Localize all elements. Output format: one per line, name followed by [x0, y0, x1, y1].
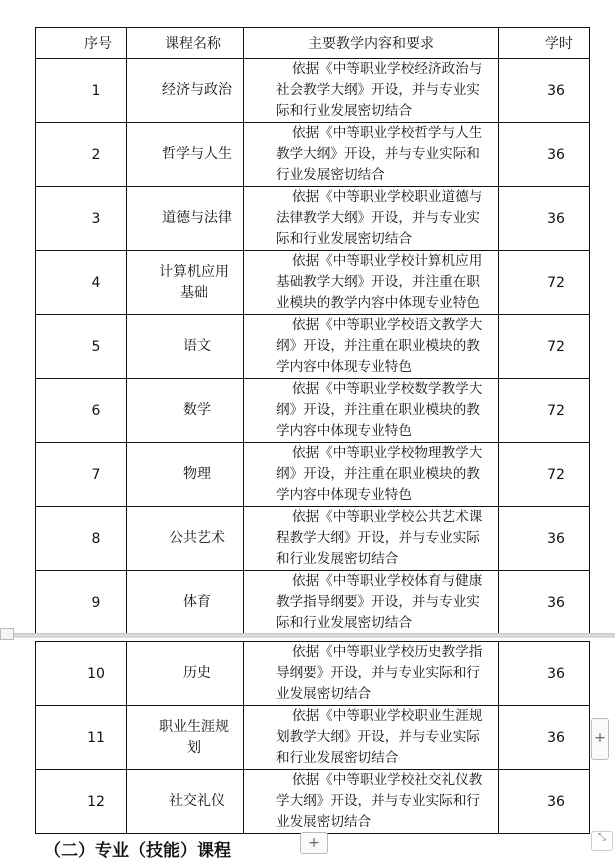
course-name: 公共艺术 [127, 507, 244, 571]
table-row [36, 571, 590, 635]
table-row [36, 642, 590, 706]
course-description [244, 123, 499, 187]
course-hours: 36 [499, 187, 590, 251]
description-line: 业发展密切结合 [276, 814, 372, 830]
course-description [244, 379, 499, 443]
course-name: 语文 [127, 315, 244, 379]
row-number: 3 [36, 187, 127, 251]
table-row [36, 379, 590, 443]
description-line: 际和行业发展密切结合 [276, 231, 412, 247]
row-number: 7 [36, 443, 127, 507]
course-hours: 72 [499, 379, 590, 443]
table-row [36, 123, 590, 187]
course-description [244, 571, 499, 635]
table-row [36, 315, 590, 379]
description-line: 依据《中等职业学校体育与健康 [292, 573, 483, 589]
row-number: 5 [36, 315, 127, 379]
course-name: 道德与法律 [127, 187, 244, 251]
row-number: 8 [36, 507, 127, 571]
table-row [36, 443, 590, 507]
description-line: 纲》开设，并注重在职业模块的教 [276, 466, 480, 482]
row-number: 1 [36, 59, 127, 123]
row-number: 2 [36, 123, 127, 187]
course-name: 社交礼仪 [127, 770, 244, 834]
description-line: 际和行业发展密切结合 [276, 615, 412, 631]
description-line: 和行业发展密切结合 [276, 551, 399, 567]
header-hours: 学时 [499, 28, 590, 59]
course-name: 体育 [127, 571, 244, 635]
course-hours: 36 [499, 59, 590, 123]
description-line: 依据《中等职业学校社交礼仪教 [292, 772, 483, 788]
course-name: 数学 [127, 379, 244, 443]
description-line: 导纲要》开设，并与专业实际和行 [276, 665, 480, 681]
course-table-page1 [35, 27, 590, 635]
description-line: 教学大纲》开设，并与专业实际和 [276, 146, 480, 162]
course-name: 计算机应用基础 [127, 251, 244, 315]
header-no: 序号 [36, 28, 127, 59]
course-description [244, 443, 499, 507]
course-description [244, 770, 499, 834]
course-description [244, 315, 499, 379]
course-hours: 72 [499, 443, 590, 507]
description-line: 社会教学大纲》开设，并与专业实 [276, 82, 480, 98]
table-row [36, 59, 590, 123]
description-line: 依据《中等职业学校职业生涯规 [292, 708, 483, 724]
course-name: 经济与政治 [127, 59, 244, 123]
table-header-row [36, 28, 590, 59]
table-row [36, 187, 590, 251]
add-row-button[interactable]: + [300, 832, 328, 854]
description-line: 学内容中体现专业特色 [276, 487, 412, 503]
course-hours: 36 [499, 123, 590, 187]
description-line: 依据《中等职业学校历史教学指 [292, 644, 483, 660]
description-line: 业模块的教学内容中体现专业特色 [276, 295, 480, 311]
row-number: 6 [36, 379, 127, 443]
row-number: 11 [36, 706, 127, 770]
description-line: 依据《中等职业学校公共艺术课 [292, 509, 483, 525]
course-hours: 36 [499, 571, 590, 635]
header-content: 主要教学内容和要求 [244, 28, 499, 59]
table-row [36, 770, 590, 834]
add-column-button[interactable]: + [591, 718, 609, 760]
course-name: 职业生涯规划 [127, 706, 244, 770]
description-line: 教学指导纲要》开设，并与专业实 [276, 594, 480, 610]
page-break-separator [0, 633, 615, 638]
course-name: 历史 [127, 642, 244, 706]
course-description [244, 251, 499, 315]
description-line: 纲》开设，并注重在职业模块的教 [276, 402, 480, 418]
course-hours: 36 [499, 770, 590, 834]
table-resize-handle-icon[interactable]: ⤡ [591, 831, 613, 851]
description-line: 依据《中等职业学校职业道德与 [292, 189, 483, 205]
row-number: 4 [36, 251, 127, 315]
row-number: 12 [36, 770, 127, 834]
description-line: 划教学大纲》开设，并与专业实际 [276, 729, 480, 745]
table-row [36, 706, 590, 770]
description-line: 程教学大纲》开设，并与专业实际 [276, 530, 480, 546]
table-row [36, 251, 590, 315]
section-heading: （二）专业（技能）课程 [44, 841, 231, 861]
description-line: 学内容中体现专业特色 [276, 359, 412, 375]
description-line: 际和行业发展密切结合 [276, 103, 412, 119]
description-line: 和行业发展密切结合 [276, 750, 399, 766]
description-line: 依据《中等职业学校经济政治与 [292, 61, 483, 77]
page-break-handle[interactable] [0, 628, 14, 640]
header-name: 课程名称 [127, 28, 244, 59]
description-line: 纲》开设，并注重在职业模块的教 [276, 338, 480, 354]
course-table-page2 [35, 641, 590, 834]
description-line: 行业发展密切结合 [276, 167, 385, 183]
table-row [36, 507, 590, 571]
course-name: 哲学与人生 [127, 123, 244, 187]
description-line: 学大纲》开设，并与专业实际和行 [276, 793, 480, 809]
course-hours: 36 [499, 642, 590, 706]
description-line: 依据《中等职业学校物理教学大 [292, 445, 483, 461]
row-number: 10 [36, 642, 127, 706]
course-hours: 36 [499, 507, 590, 571]
description-line: 基础教学大纲》开设，并注重在职 [276, 274, 480, 290]
course-hours: 72 [499, 315, 590, 379]
description-line: 依据《中等职业学校哲学与人生 [292, 125, 483, 141]
course-description [244, 187, 499, 251]
course-hours: 72 [499, 251, 590, 315]
description-line: 法律教学大纲》开设，并与专业实 [276, 210, 480, 226]
course-description [244, 59, 499, 123]
course-name: 物理 [127, 443, 244, 507]
description-line: 依据《中等职业学校计算机应用 [292, 253, 483, 269]
course-hours: 36 [499, 706, 590, 770]
description-line: 依据《中等职业学校语文教学大 [292, 317, 483, 333]
description-line: 业发展密切结合 [276, 686, 372, 702]
course-description [244, 706, 499, 770]
description-line: 学内容中体现专业特色 [276, 423, 412, 439]
course-description [244, 642, 499, 706]
description-line: 依据《中等职业学校数学教学大 [292, 381, 483, 397]
course-description [244, 507, 499, 571]
row-number: 9 [36, 571, 127, 635]
